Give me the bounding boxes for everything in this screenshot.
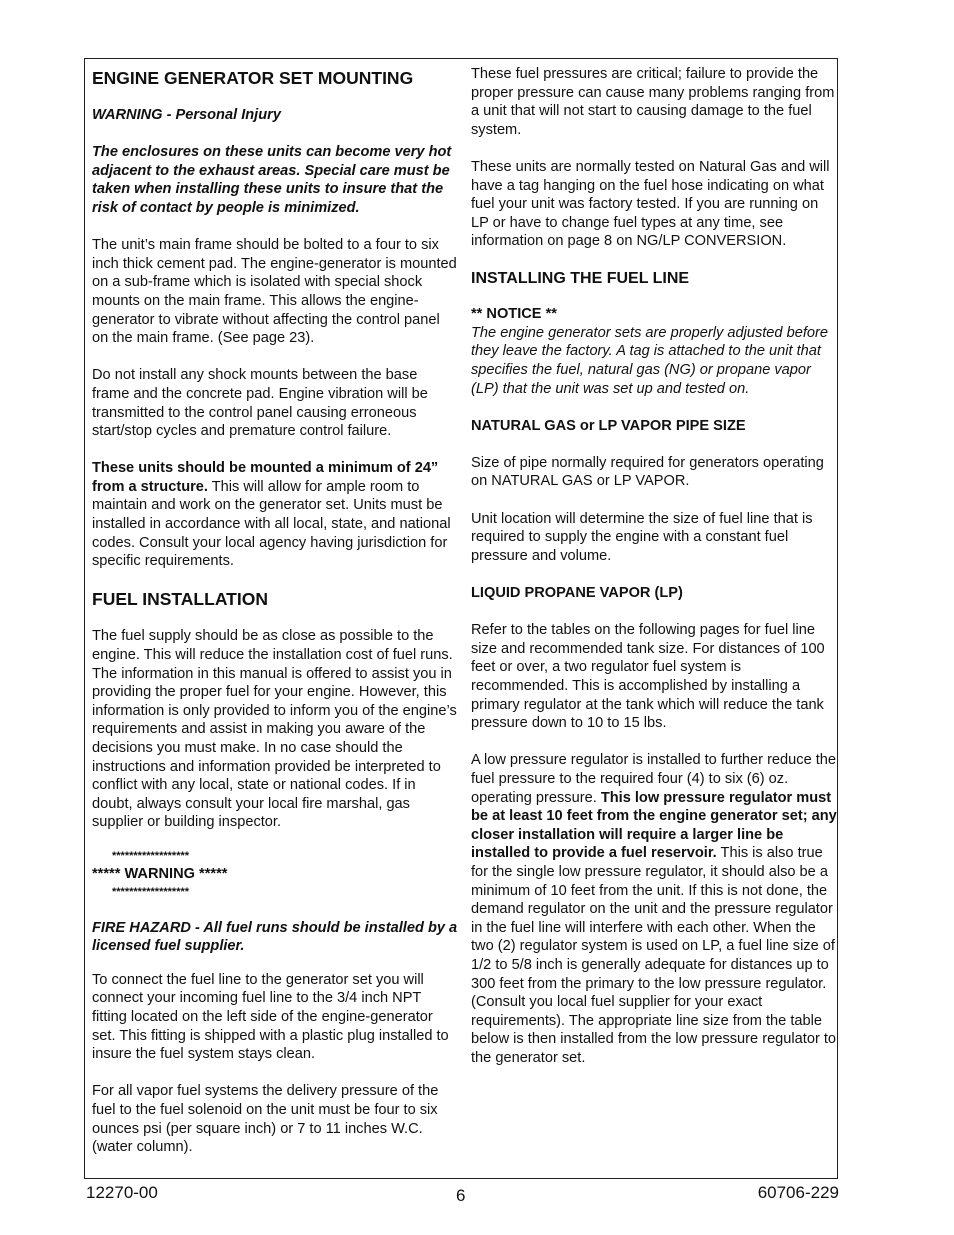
paragraph-minimum-distance	[92, 459, 458, 571]
heading-liquid-propane-vapor: LIQUID PROPANE VAPOR (LP)	[471, 585, 683, 602]
paragraph-vapor-delivery-pressure: For all vapor fuel systems the delivery pressure of the fuel to the fuel solenoid on the unit must be four to six ounces psi (per square inch) or 7 to 11 inches W.C. (water column).	[92, 1083, 439, 1156]
minimum-distance-bold: These units should be mounted a minimum of 24” from a structure.	[92, 460, 439, 495]
paragraph-unit-location: Unit location will determine the size of fuel line that is required to supply the engine with a constant fuel pressure and volume.	[471, 510, 813, 564]
page-frame	[84, 58, 838, 1179]
paragraph-fuel-supply: The fuel supply should be as close as possible to the engine. This will reduce the installation cost of fuel runs. The information in this manual is offered to assist you in providing the proper fuel for your engine. However, this information is only provided to inform you of the engine’s requirements and assist in making you aware of the decisions you must make. In no case should the instructions and information provided be interpreted to conflict with any local, state or national codes. If in doubt, always consult your local fire marshal, gas supplier or building inspector.	[92, 628, 457, 831]
low-pressure-bold: This low pressure regulator must be at least 10 feet from the engine generator set; any closer installation will require a larger line be installed to provide a fuel reservoir.	[471, 789, 837, 862]
warning-stars-bottom: ******************	[112, 885, 190, 898]
paragraph-low-pressure-regulator	[471, 751, 837, 1067]
low-pressure-intro: A low pressure regulator is installed to further reduce the fuel pressure to the required four (4) to six (6) oz. operating pressure.	[471, 752, 837, 806]
footer-page-number: 6	[456, 1186, 466, 1205]
warning-label: ***** WARNING *****	[92, 865, 228, 882]
right-column	[471, 65, 837, 1086]
paragraph-connect-fuel-line: To connect the fuel line to the generator set you will connect your incoming fuel line to the 3/4 inch NPT fitting located on the left side of the engine-generator set. This fitting is shipped with a plastic plug installed to insure the fuel system stays clean.	[92, 971, 449, 1063]
warning-banner	[92, 847, 458, 901]
paragraph-pipe-size: Size of pipe normally required for generators operating on NATURAL GAS or LP VAPOR.	[471, 454, 824, 490]
heading-engine-generator-mounting: ENGINE GENERATOR SET MOUNTING	[92, 68, 414, 88]
minimum-distance-rest: This will allow for ample room to maintain and work on the generator set. Units must be installed in accordance with all local, state, and national codes. Consult your local agency having jurisdiction for specific requirements.	[92, 478, 451, 570]
footer-part-number: 60706-229	[757, 1183, 839, 1202]
heading-pipe-size: NATURAL GAS or LP VAPOR PIPE SIZE	[471, 417, 746, 434]
paragraph-factory-tested: These units are normally tested on Natural Gas and will have a tag hanging on the fuel hose indicating on what fuel your unit was factory tested. If you are running on LP or have to change fuel types at any time, see information on page 8 on NG/LP CONVERSION.	[471, 158, 830, 250]
left-column	[92, 65, 458, 1175]
low-pressure-rest: This is also true for the single low pressure regulator, it should also be a minimum of 10 feet from the unit. If this is not done, the demand regulator on the unit and the pressure regulator in the fuel line will interfere with each other. When the two (2) regulator system is used on LP, a fuel line size of 1/2 to 5/8 inch is generally adequate for distances up to 300 feet from the primary to the low pressure regulator. (Consult you local fuel supplier for your exact requirements). The appropriate line size from the table below is then installed from the low pressure regulator to the generator set.	[471, 845, 837, 1066]
footer-doc-number: 12270-00	[86, 1183, 158, 1202]
paragraph-refer-tables: Refer to the tables on the following pages for fuel line size and recommended tank size. For distances of 100 feet or over, a two regulator fuel system is recommended. This is accomplished by installing a primary regulator at the tank which will reduce the tank pressure down to 10 to 15 lbs.	[471, 622, 825, 732]
paragraph-pressures-critical: These fuel pressures are critical; failure to provide the proper pressure can cause many problems ranging from a unit that will not start to causing damage to the fuel system.	[471, 66, 835, 138]
fire-hazard-warning: FIRE HAZARD - All fuel runs should be installed by a licensed fuel supplier.	[92, 919, 458, 955]
notice-body: The engine generator sets are properly adjusted before they leave the factory. A tag is attached to the unit that specifies the fuel, natural gas (NG) or propane vapor (LP) that the unit was set up and tested on.	[471, 324, 828, 397]
paragraph-shock-mounts: Do not install any shock mounts between the base frame and the concrete pad. Engine vibration will be transmitted to the control panel causing erroneous start/stop cycles and premature control failure.	[92, 367, 428, 440]
paragraph-main-frame: The unit’s main frame should be bolted to a four to six inch thick cement pad. The engine-generator is mounted on a sub-frame which is isolated with special shock mounts on the main frame. This allows the engine-generator to vibrate without affecting the control panel on the main frame. (See page 23).	[92, 237, 457, 347]
heading-fuel-installation: FUEL INSTALLATION	[92, 589, 268, 610]
warning-personal-injury-body: The enclosures on these units can become very hot adjacent to the exhaust areas. Special care must be taken when installing these units to insure that the risk of contact by people is minimized.	[92, 144, 452, 216]
warning-stars-top: ******************	[112, 849, 190, 862]
heading-installing-fuel-line: INSTALLING THE FUEL LINE	[471, 269, 690, 287]
warning-personal-injury-title: WARNING - Personal Injury	[92, 107, 281, 123]
notice-title: ** NOTICE **	[471, 306, 557, 323]
